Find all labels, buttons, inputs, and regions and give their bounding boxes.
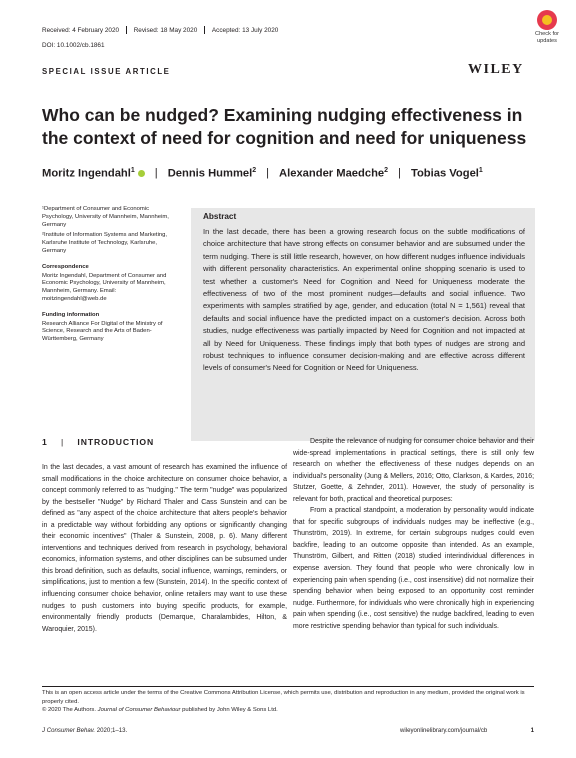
abstract-box [191, 208, 535, 441]
section-title: INTRODUCTION [77, 437, 155, 447]
author-3[interactable]: Alexander Maedche$^2$ [279, 167, 389, 180]
accepted-date: Accepted: 13 July 2020 [211, 26, 279, 34]
author-separator: | [266, 167, 270, 179]
section-separator: | [60, 437, 65, 447]
license-notice [42, 689, 534, 715]
revised-date: Revised: 18 May 2020 [133, 26, 198, 34]
author-separator: | [154, 167, 158, 179]
abstract-text: In the last decade, there has been a growing research focus on the subtle modifications of choice architecture that have strong effects on consumer behavior and are subsumed under the term nudging. There is still little research, however, on how different nudges influence individuals with different personality characteristics. An experimental online shopping scenario is used to test whether a customer's Need for Cognition and Need for Uniqueness moderate the effectiveness of two of the most prominent nudges—defaults and social influence. Two experiments with samples stratified by age, gender, and education (total N = 1,561) reveal that defaults and social influence have the predicted impact on a customer's decision. Across both studies, nudge effectiveness was partially impacted by Need for Cognition and not impacted at all by Need for Uniqueness. These findings imply that both types of nudges are strong and robust techniques to influence consumer decision-making and are effective across different levels of consumer's Need for Cognition or Need for Uniqueness. [203, 227, 525, 373]
received-date: Received: 4 February 2020 [42, 26, 120, 34]
dates-row [42, 26, 278, 34]
article-title: Who can be nudged? Examining nudging effectiveness in the context of need for cognition and need for uniqueness [42, 105, 527, 148]
journal-url[interactable]: wileyonlinelibrary.com/journal/cb [400, 727, 488, 734]
correspondence-heading: Correspondence [42, 263, 89, 270]
paragraph: In the last decades, a vast amount of research has examined the influence of small modifications in the choice architecture on consumer choice behavior, a concept commonly referred to as "nudging." The term "nudge" was popularized by the bestseller "Nudge" by Richard Thaler and Cass Sunstein and can be defined as "any aspect of the choice architecture that alters people's behavior in a predictable way without forbidding any options or significantly changing their economic incentives" (Thaler & Sunstein, 2008, p. 6). Many different interventions and techniques derived from research in psychology, behavioral economics, information systems, and other disciplines can be subsumed under this broad definition, such as defaults, social influence, warnings, reminders, or simplifications, just to mention a few (Sunstein, 2014). In the specific context of influencing consumer choice behavior, online retailers may want to use these nudges to push customers into buying specific products, for example, environmentally friendly products (Demarque, Charalambides, Hilton, & Waroquier, 2015). [42, 464, 287, 633]
crossmark-icon [537, 10, 557, 30]
affiliation-2: ²Institute of Information Systems and Marketing, Karlsruhe Institute of Technology, Karlsruhe, Germany [42, 232, 168, 254]
footer-right [400, 727, 534, 734]
funding-heading: Funding information [42, 311, 100, 318]
doi[interactable]: DOI: 10.1002/cb.1861 [42, 42, 105, 49]
footer-rule [42, 686, 534, 687]
check-for-updates-badge[interactable] [528, 10, 566, 50]
divider [204, 26, 205, 34]
author-2[interactable]: Dennis Hummel$^2$ [167, 167, 257, 180]
author-1[interactable]: Moritz Ingendahl$^1$ [42, 167, 135, 180]
journal-citation: J Consumer Behav. 2020;1–13. [42, 727, 128, 734]
paragraph: From a practical standpoint, a moderation by personality would indicate that for specific subgroups of individuals nudges may be ineffective (e.g., Thunström, 2019). In extreme, for certain subgroups nudges could even backfire, leading to an outcome opposite than intended. As an example, Thunström, Gilbert, and Ritten (2018) studied interindividual differences in expense aversion. They found that people who were chronically low in experiencing pain when spending (i.e., cost insensitive) did not normalize their spending behavior when being exposed to an opportunity cost reminder nudge. Furthermore, for individuals who were chronically high in experiencing pain when spending (i.e., cost sensitive) the nudge backfired, leading to even more restrictive spending behavior than typical for such individuals. [293, 507, 534, 630]
body-column-right [293, 436, 534, 632]
badge-line-1: Check for [535, 31, 559, 37]
divider [126, 26, 127, 34]
license-text: This is an open access article under the terms of the Creative Commons Attribution License, which permits use, distribution and reproduction in any medium, provided the original work is properly cited. [42, 690, 525, 705]
section-number: 1 [42, 437, 48, 447]
orcid-icon[interactable] [138, 170, 145, 177]
body-column-left [42, 462, 287, 635]
section-heading-introduction [42, 437, 154, 447]
section-label: SPECIAL ISSUE ARTICLE [42, 67, 171, 76]
page-number: 1 [530, 727, 534, 734]
publisher-logo: WILEY [468, 62, 524, 77]
funding-text: Research Alliance For Digital of the Ministry of Science, Research and the Arts of Baden-Württemberg, Germany [42, 320, 163, 343]
author-separator: | [398, 167, 401, 179]
copyright-line: © 2020 The Authors. Journal of Consumer Behaviour published by John Wiley & Sons Ltd. [42, 707, 278, 714]
paragraph: Despite the relevance of nudging for consumer choice behavior and their wide-spread implementations in practical settings, there is still only few research on whether the effectiveness of these nudges depends on an individual's personality (Jung & Mellers, 2016; Otto, Clarkson, & Kardes, 2016; Stutzer, Goette, & Zehnder, 2011). However, the study of personality is relevant for both, practical and theoretical purposes: [293, 438, 534, 503]
article-sidebar [42, 206, 180, 347]
author-4[interactable]: Tobias Vogel$^1$ [410, 167, 483, 180]
correspondence-text: Moritz Ingendahl, Department of Consumer and Economic Psychology, University of Mannheim, Mannheim, Germany. Email: moitzingendahl@web.de [42, 272, 167, 302]
badge-line-2: updates [537, 37, 557, 44]
abstract-heading: Abstract [203, 212, 237, 221]
author-list [42, 167, 483, 180]
affiliation-1: ¹Department of Consumer and Economic Psychology, University of Mannheim, Mannheim, Germany [42, 206, 169, 228]
